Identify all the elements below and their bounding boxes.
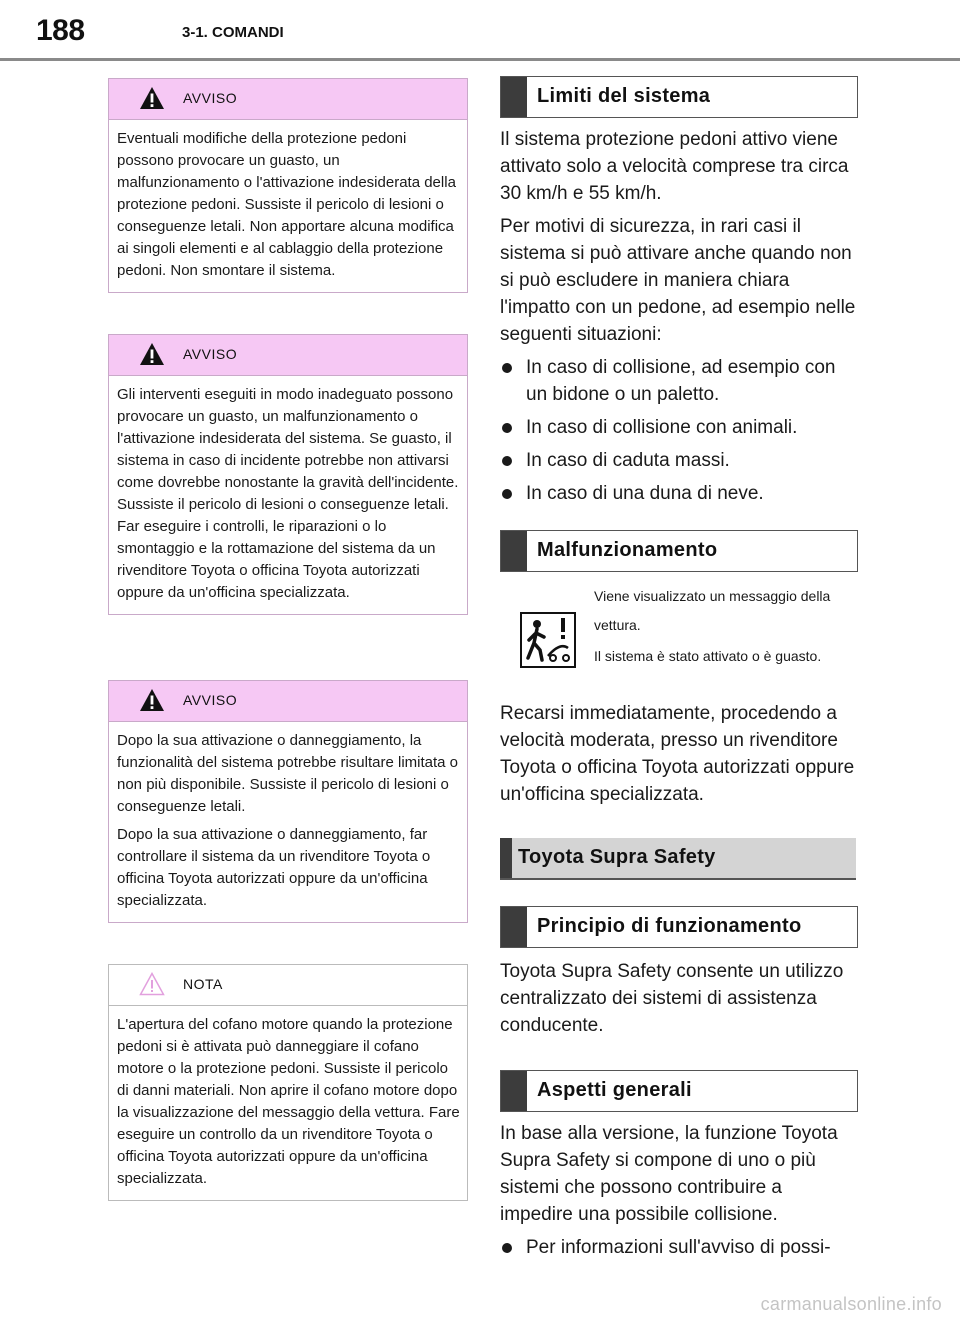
watermark: carmanualsonline.info [760,1294,942,1314]
bullet-icon [502,363,512,373]
warning-text: Eventuali modifiche della protezione pedoni possono provocare un guasto, un malfunzionamento o l'attivazione indesiderata della protezione pedoni. Sussiste il pericolo di lesioni o conseguenze letali. Non apportare alcuna modifica ai singoli elementi e al cablaggio della protezione pedoni. Non smontare il sistema. [117,130,456,279]
note-text: L'apertura del cofano motore quando la protezione pedoni si è attivata può danneggiare il cofano motore o la protezione pedoni. Sussiste il pericolo di danni materiali. Non aprire il cofano motore dopo la visualizzazione del messaggio della vettura. Fare eseguire un controllo da un rivenditore Toyota o officina Toyota autorizzati oppure da un'officina specializzata. [117,1016,460,1187]
page-number: 188 [36,14,85,47]
body-paragraph: Recarsi immediatamente, procedendo a velocità moderata, presso un rivenditore Toyota o officina Toyota autorizzati oppure un'officina specializzata. [500,703,855,805]
note-body [109,1006,467,1200]
malfunction-message [594,582,858,673]
note-box-header [109,965,467,1006]
principle-content [500,958,858,1045]
bullet-icon [502,456,512,466]
warning-text: Dopo la sua attivazione o danneggiamento, la funzionalità del sistema potrebbe risultare limitata o non più disponibile. Sussiste il pericolo di lesioni o conseguenze letali. [117,732,459,815]
section-heading-tab [501,531,527,571]
bullet-icon [502,423,512,433]
chapter-heading-supra-safety [500,838,856,880]
bullet-icon [502,1243,512,1253]
section-heading-title: Principio di funzionamento [537,915,802,937]
section-heading-title: Toyota Supra Safety [518,846,716,868]
section-heading-tab [501,77,527,117]
section-heading-title: Malfunzionamento [537,539,718,561]
note-box [108,964,468,1201]
list-item [500,447,858,474]
section-heading-limits [500,76,858,118]
limits-content [500,126,858,513]
list-item-text: In caso di collisione con animali. [526,417,798,438]
warning-box-3 [108,680,468,923]
warning-box-1 [108,78,468,293]
section-heading-principle [500,906,858,948]
warning-triangle-icon [139,86,165,110]
body-paragraph: Per motivi di sicurezza, in rari casi il sistema si può attivare anche quando non si può escludere in maniera chiara l'impatto con un pedone, ad esempio nelle seguenti situazioni: [500,216,856,345]
body-paragraph: In base alla versione, la funzione Toyota Supra Safety si compone di uno o più sistemi che possono contribuire a impedire una possibile collisione. [500,1123,838,1225]
warning-box-header [109,335,467,376]
list-item-text: In caso di una duna di neve. [526,483,764,504]
list-item [500,414,858,441]
message-text: Il sistema è stato attivato o è guasto. [594,648,822,664]
list-item [500,1234,858,1261]
section-heading-tab [501,907,527,947]
warning-title: AVVISO [183,90,238,106]
section-label: 3-1. COMANDI [182,24,284,41]
body-paragraph: Toyota Supra Safety consente un utilizzo centralizzato dei sistemi di assistenza conducente. [500,961,844,1036]
body-paragraph: Il sistema protezione pedoni attivo viene attivato solo a velocità comprese tra circa 30 km/h e 55 km/h. [500,129,849,204]
page-header [0,0,960,62]
warning-box-header [109,681,467,722]
warning-triangle-icon [139,342,165,366]
warning-triangle-icon [139,688,165,712]
list-item [500,354,858,408]
warning-box-2 [108,334,468,615]
bullet-list [500,1234,858,1261]
warning-body [109,120,467,292]
malfunction-content [500,700,858,814]
warning-text: Gli interventi eseguiti in modo inadeguato possono provocare un guasto, un malfunzionamento o l'attivazione indesiderata del sistema. Se guasto, il sistema in caso di incidente potrebbe non attivarsi come dovrebbe nonostante la gravità dell'incidente. Sussiste il pericolo di lesioni o conseguenze letali. Far eseguire i controlli, le riparazioni o lo smontaggio e la rottamazione del sistema da un rivenditore Toyota o officina Toyota autorizzati oppure da un'officina specializzata. [117,386,459,601]
message-text: Viene visualizzato un messaggio della vettura. [594,588,831,633]
section-heading-title: Aspetti generali [537,1079,692,1101]
header-divider [0,58,960,61]
section-heading-tab [501,1071,527,1111]
warning-body [109,722,467,922]
general-content [500,1120,858,1267]
warning-body [109,376,467,614]
section-heading-title: Limiti del sistema [537,85,711,107]
list-item [500,480,858,507]
section-heading-tab [500,838,512,878]
section-heading-general [500,1070,858,1112]
warning-box-header [109,79,467,120]
warning-text: Dopo la sua attivazione o danneggiamento, far controllare il sistema da un rivenditore Toyota o officina Toyota autorizzati oppure da un'officina specializzata. [117,826,431,909]
bullet-icon [502,489,512,499]
section-heading-malfunction [500,530,858,572]
note-title: NOTA [183,976,223,992]
list-item-text: In caso di caduta massi. [526,450,730,471]
list-item-text: Per informazioni sull'avviso di possi- [526,1237,831,1258]
list-item-text: In caso di collisione, ad esempio con un bidone o un paletto. [526,357,836,405]
pedestrian-warning-icon [520,612,576,668]
warning-title: AVVISO [183,346,238,362]
caution-outline-icon [139,972,165,996]
warning-title: AVVISO [183,692,238,708]
bullet-list [500,354,858,507]
